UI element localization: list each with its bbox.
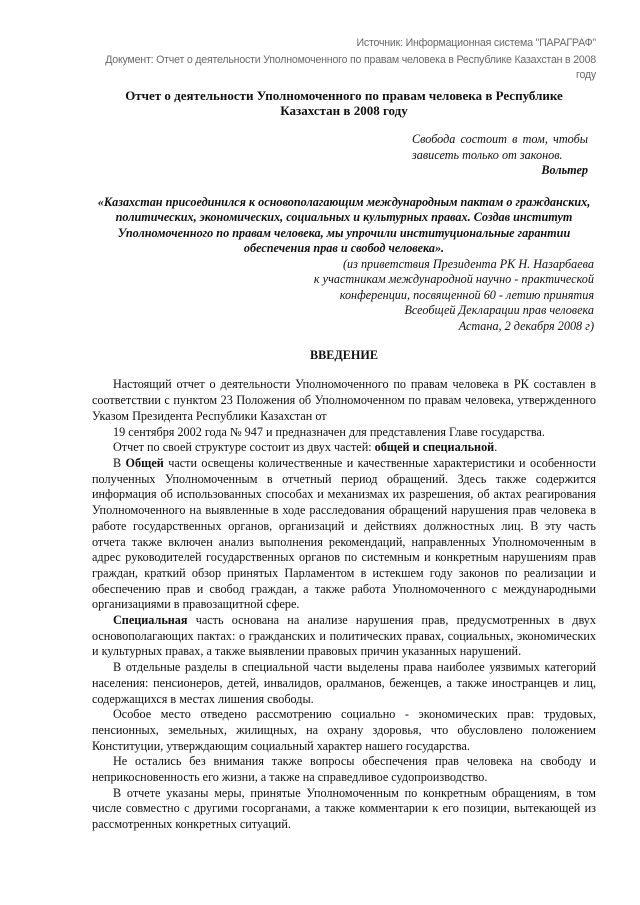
epigraph-author: Вольтер	[541, 163, 588, 177]
bold-text: Специальная	[113, 613, 188, 628]
source-line: Источник: Информационная система "ПАРАГРАФ"	[356, 37, 596, 49]
paragraph: Настоящий отчет о деятельности Уполномоченного по правам человека в РК составлен в соответствии с пунктом 23 Положения об Уполномоченном по правам человека, утвержденного Указом Президента Республики Казахстан от	[92, 377, 596, 423]
document-line: Документ: Отчет о деятельности Уполномоченного по правам человека в Республике Казахстан в 2008 году	[105, 54, 596, 81]
attribution-line: конференции, посвященной 60 - летию принятия	[339, 287, 594, 302]
president-quote: «Казахстан присоединился к основополагающим международным пактам о гражданских, политических, экономических, социальных и культурных правах. Создав институт Уполномоченного по правам человека, мы упрочили институциональные гарантии обеспечения прав и свобод человека».	[97, 194, 591, 255]
paragraph	[92, 613, 596, 660]
paragraph: Не остались без внимания также вопросы обеспечения прав человека на свободу и неприкосновенность его жизни, а также на справедливое судопроизводство.	[92, 754, 596, 785]
section-heading: ВВЕДЕНИЕ	[310, 348, 378, 363]
document-page	[92, 36, 596, 833]
paragraph: Особое место отведено рассмотрению социально - экономических прав: трудовых, пенсионных, земельных, жилищных, на охрану здоровья, что обусловлено положением Конституции, утверждающим социальный характер нашего государства.	[92, 707, 596, 753]
attribution-line: Астана, 2 декабря 2008 г)	[458, 318, 594, 333]
paragraph	[92, 456, 596, 613]
paragraph: В отдельные разделы в специальной части выделены права наиболее уязвимых категорий населения: пенсионеров, детей, инвалидов, оралманов, беженцев, а также иностранцев и лиц, содержащихся в местах лишения свободы.	[92, 660, 596, 706]
attribution-line: (из приветствия Президента РК Н. Назарбаева	[343, 256, 594, 271]
bold-text: общей и специальной	[374, 440, 495, 455]
bold-text: Общей	[125, 455, 164, 470]
text: часть основана на анализе нарушения прав, предусмотренных в двух основополагающих пактах: о гражданских и политических правах, социальных, экономических и культурных правах, а также выявлении правовых причин указанных нарушений.	[92, 613, 596, 659]
attribution-line: Всеобщей Декларации прав человека	[404, 303, 594, 318]
introduction-body	[92, 377, 596, 832]
document-title: Отчет о деятельности Уполномоченного по правам человека в Республике Казахстан в 2008 году	[125, 88, 563, 118]
quote-attribution	[92, 257, 594, 335]
text: части освещены количественные и качественные характеристики и особенности полученных Уполномоченным в отчетный период обращений. Здесь также содержится информация об использованных способах и механизмах их разрешения, об актах реагирования Уполномоченного на выявленные в ходе расследования обращений нарушения прав человека в работе государственных органов, организаций и действиях должностных лиц. В эту часть отчета также включен анализ выполнения рекомендаций, направленных Уполномоченным в адрес руководителей государственных органов по системным и конкретным нарушениям прав граждан, краткий обзор принятых Парламентом в истекшем году законов по реализации и обеспечению прав и свобод граждан, а также работа Уполномоченного с международными организациями в правозащитной сфере.	[92, 455, 597, 612]
text: В	[113, 455, 126, 470]
epigraph: Свобода состоит в том, чтобы зависеть только от законов.	[412, 132, 588, 162]
paragraph	[92, 440, 596, 456]
text: .	[494, 440, 498, 455]
paragraph: В отчете указаны меры, принятые Уполномоченным по конкретным обращениям, в том числе совместно с другими госорганами, а также комментарии к его позиции, вытекающей из рассмотренных конкретных ситуаций.	[92, 785, 596, 832]
attribution-line: к участникам международной научно - практической	[313, 272, 594, 287]
text: Отчет по своей структуре состоит из двух частей:	[113, 440, 375, 455]
paragraph: 19 сентября 2002 года № 947 и предназначен для представления Главе государства.	[113, 424, 545, 439]
